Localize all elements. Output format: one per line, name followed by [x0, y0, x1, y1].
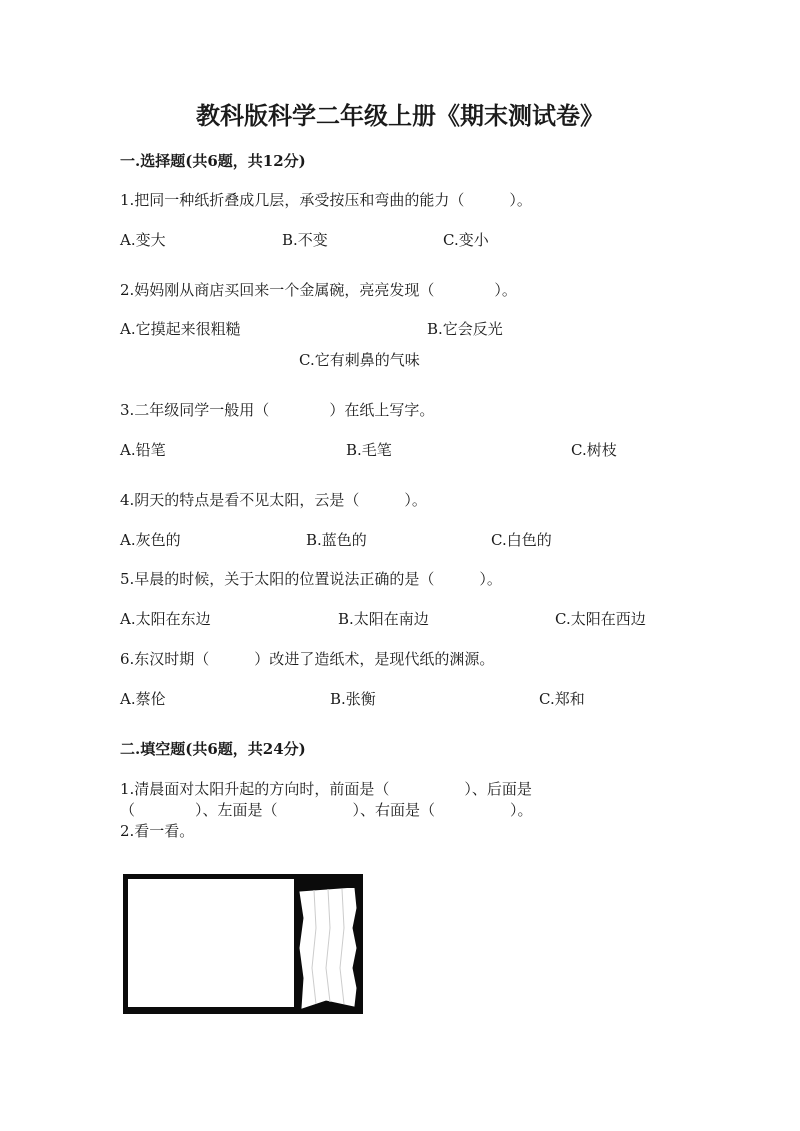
question-1-option-c: C.变小: [443, 231, 489, 249]
question-5-option-c: C.太阳在西边: [555, 610, 646, 628]
question-6: 6.东汉时期（ ）改进了造纸术，是现代纸的渊源。: [120, 650, 495, 668]
question-6-option-a: A.蔡伦: [120, 690, 166, 708]
question-4-option-b: B.蓝色的: [306, 531, 367, 549]
fill-question-2: 2.看一看。: [120, 822, 195, 840]
question-5-option-b: B.太阳在南边: [338, 610, 429, 628]
question-6-option-b: B.张衡: [330, 690, 376, 708]
question-2-option-b: B.它会反光: [427, 320, 503, 338]
question-6-option-c: C.郑和: [539, 690, 585, 708]
question-1-option-b: B.不变: [282, 231, 328, 249]
section-heading-choice: 一.选择题(共6题，共12分): [120, 152, 306, 170]
fill-question-1-line-1: 1.清晨面对太阳升起的方向时，前面是（ ）、后面是: [120, 780, 532, 798]
question-3-option-b: B.毛笔: [346, 441, 392, 459]
question-4-option-c: C.白色的: [491, 531, 552, 549]
page-title: 教科版科学二年级上册《期末测试卷》: [196, 101, 604, 130]
question-4: 4.阴天的特点是看不见太阳，云是（ ）。: [120, 491, 427, 509]
question-1: 1.把同一种纸折叠成几层，承受按压和弯曲的能力（ ）。: [120, 191, 532, 209]
question-4-option-a: A.灰色的: [120, 531, 181, 549]
question-3: 3.二年级同学一般用（ ）在纸上写字。: [120, 401, 435, 419]
fill-question-1-line-2: （ ）、左面是（ ）、右面是（ ）。: [120, 801, 533, 819]
figure-white-panel: [128, 879, 294, 1007]
question-5-option-a: A.太阳在东边: [120, 610, 211, 628]
folded-paper-icon: [296, 888, 358, 1010]
question-1-option-a: A.变大: [120, 231, 166, 249]
question-3-option-c: C.树枝: [571, 441, 617, 459]
section-heading-fill-blank: 二.填空题(共6题，共24分): [120, 740, 306, 758]
question-5: 5.早晨的时候，关于太阳的位置说法正确的是（ ）。: [120, 570, 502, 588]
question-2-option-c: C.它有刺鼻的气味: [299, 351, 420, 369]
question-3-option-a: A.铅笔: [120, 441, 166, 459]
question-2-option-a: A.它摸起来很粗糙: [120, 320, 241, 338]
question-2: 2.妈妈刚从商店买回来一个金属碗，亮亮发现（ ）。: [120, 281, 517, 299]
